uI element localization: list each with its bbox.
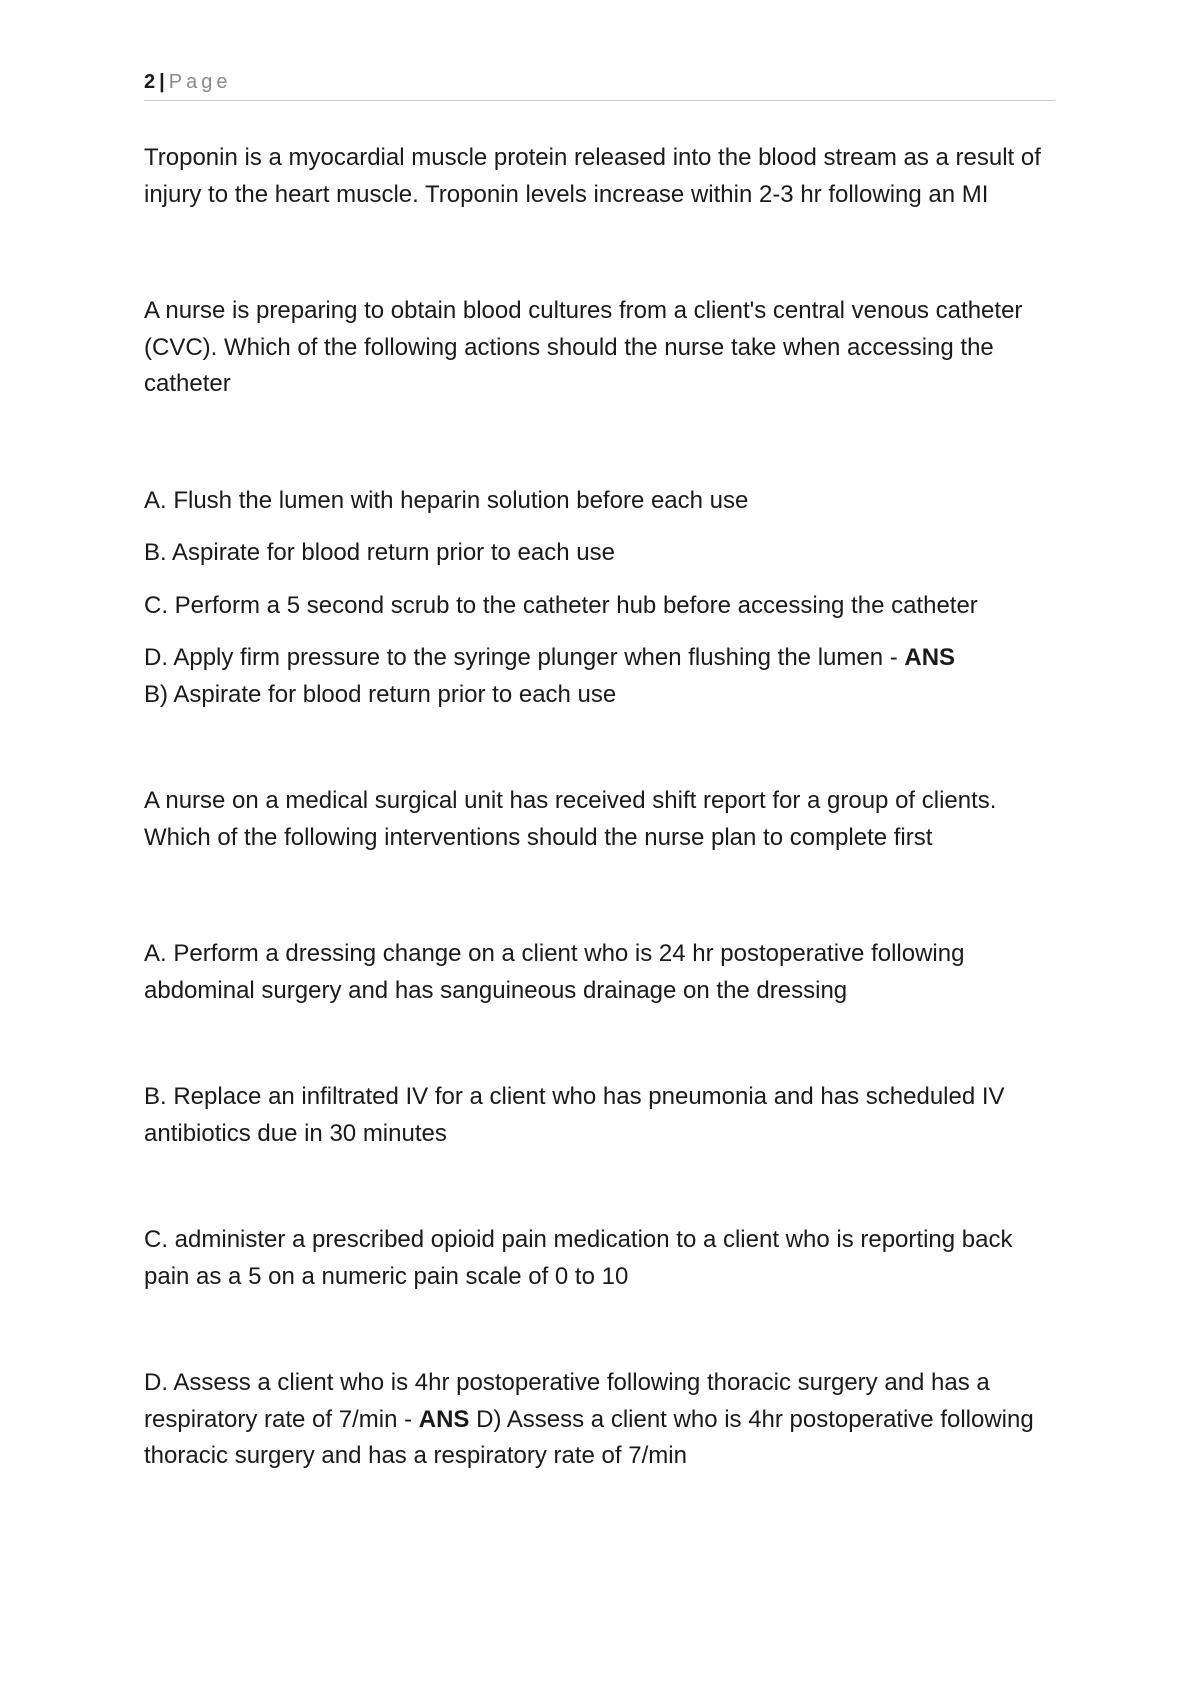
- question-2-stem: A nurse on a medical surgical unit has received shift report for a group of clients. Which of the following interventions should the nurse plan to complete first: [144, 787, 997, 851]
- question-2-option-b: B. Replace an infiltrated IV for a client who has pneumonia and has scheduled IV antibiotics due in 30 minutes: [144, 1083, 1005, 1147]
- question-2-option-a: A. Perform a dressing change on a client who is 24 hr postoperative following abdominal surgery and has sanguineous drainage on the dressing: [144, 940, 965, 1004]
- question-2-option-d: D. Assess a client who is 4hr postoperative following thoracic surgery and has a respiratory rate of 7/min -: [144, 1369, 990, 1433]
- question-1-option-a: A. Flush the lumen with heparin solution before each use: [144, 486, 749, 514]
- question-1-option-b: B. Aspirate for blood return prior to each use: [144, 539, 615, 566]
- question-2-option-c: C. administer a prescribed opioid pain medication to a client who is reporting back pain as a 5 on a numeric pain scale of 0 to 10: [144, 1226, 1013, 1290]
- question-1-answer: B) Aspirate for blood return prior to each use: [144, 680, 617, 708]
- question-1-option-d-with-answer: [144, 640, 1064, 713]
- page-word: Page: [168, 71, 232, 93]
- document-body: [144, 140, 1064, 1475]
- question-1-stem: A nurse is preparing to obtain blood cultures from a client's central venous catheter (CVC). Which of the following actions should the nurse take when accessing the catheter: [144, 297, 1023, 397]
- page-separator: |: [159, 71, 165, 93]
- question-2-answer: D) Assess a client who is 4hr postoperative following thoracic surgery and has a respiratory rate of 7/min: [144, 1405, 1034, 1469]
- intro-paragraph: Troponin is a myocardial muscle protein released into the blood stream as a result of injury to the heart muscle. Troponin levels increase within 2-3 hr following an MI: [144, 144, 1041, 208]
- question-1-option-c: C. Perform a 5 second scrub to the catheter hub before accessing the catheter: [144, 591, 978, 619]
- question-2-ans-label: ANS: [418, 1405, 470, 1433]
- question-1-ans-label: ANS: [904, 644, 956, 671]
- question-1-option-d: D. Apply firm pressure to the syringe plunger when flushing the lumen -: [144, 644, 905, 671]
- page-header: [144, 70, 1055, 101]
- page-number: 2: [144, 71, 156, 93]
- question-2-option-d-with-answer: [144, 1365, 1064, 1475]
